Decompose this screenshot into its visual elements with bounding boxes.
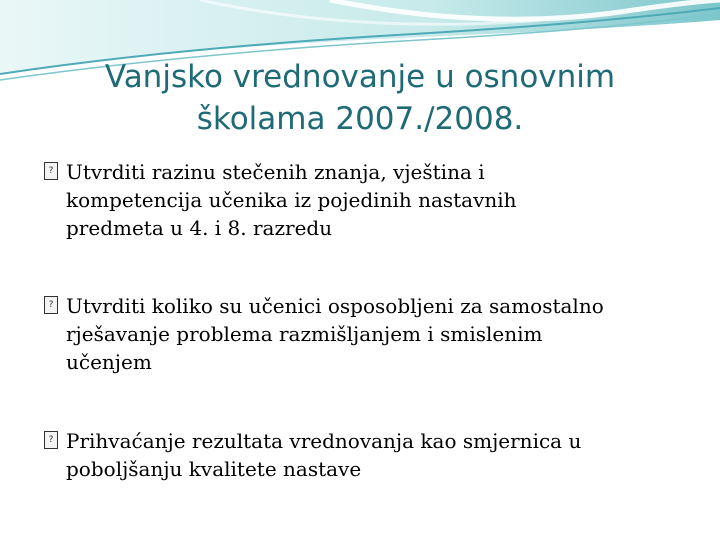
bullet-text-line: poboljšanju kvalitete nastave <box>66 457 362 481</box>
bullet-item <box>44 427 684 483</box>
bullet-marker-icon: ? <box>44 162 58 180</box>
bullet-marker-icon: ? <box>44 296 58 314</box>
bullet-text-line: rješavanje problema razmišljanjem i smislenim <box>66 322 543 346</box>
bullet-text-line: kompetencija učenika iz pojedinih nastavnih <box>66 188 517 212</box>
bullet-text-line: Utvrditi koliko su učenici osposobljeni za samostalno <box>66 294 604 318</box>
bullet-text-line: učenjem <box>66 350 152 374</box>
bullet-text-line: Utvrditi razinu stečenih znanja, vještina i <box>66 160 485 184</box>
bullet-text-line: predmeta u 4. i 8. razredu <box>66 216 333 240</box>
bullet-list <box>44 158 684 483</box>
slide-title <box>40 56 680 140</box>
bullet-marker-icon: ? <box>44 431 58 449</box>
bullet-text-line: Prihvaćanje rezultata vrednovanja kao smjernica u <box>66 429 582 453</box>
bullet-item <box>44 292 684 376</box>
slide-title-line-2: školama 2007./2008. <box>196 101 524 137</box>
bullet-item <box>44 158 684 242</box>
slide-title-line-1: Vanjsko vrednovanje u osnovnim <box>104 59 616 95</box>
